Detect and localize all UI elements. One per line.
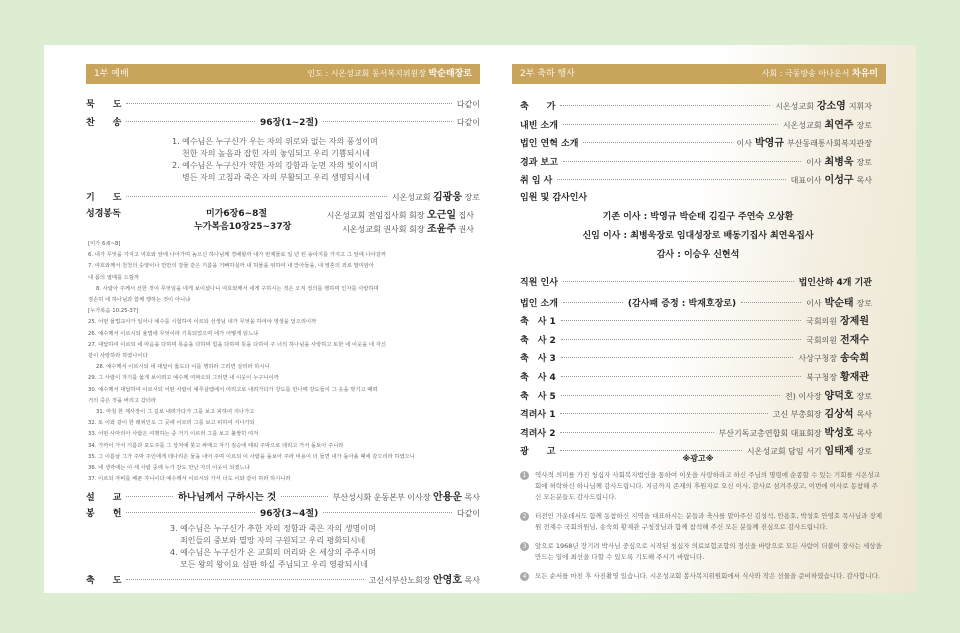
blessing-name: 안영호 (433, 575, 462, 586)
lyric-line: 병든 자의 고침과 죽은 자의 부활되고 우리 생명되시네 (182, 173, 370, 182)
ad-number-badge: 4 (520, 572, 529, 581)
item-label: 내빈 소개 (520, 120, 558, 131)
worship-leader-role: 인도 : 시온성교회 동서복지위원장 (307, 69, 426, 78)
scripture-line: 33. 어떤 사마리아 사람은 여행하는 중 거기 이르러 그를 보고 불쌍히 여겨 (88, 431, 259, 438)
item-role: 이사 (806, 298, 822, 308)
item-label: 봉 헌 (86, 509, 122, 519)
ad-number-badge: 2 (520, 512, 529, 521)
item-label: 축 사 1 (520, 317, 556, 328)
item-label: 축 사 4 (520, 373, 556, 383)
item-suffix: 장로 (856, 391, 872, 401)
reading-ref-2: 누가복음10장25~37장 (194, 222, 292, 232)
item-name: 김상석 (824, 409, 854, 421)
item-value: 법인산하 4개 기관 (798, 278, 872, 288)
item-role: 고신 부총회장 (772, 410, 822, 420)
scripture-line: 26. 예수께서 이르시되 율법에 무엇이라 기록되었으며 네가 어떻게 읽느냐 (88, 330, 259, 337)
scripture-line: 31. 마침 한 제사장이 그 길로 내려가다가 그를 보고 피하여 지나가고 (96, 409, 255, 416)
scripture-line: 35. 그 이튿날 그가 주막 주인에게 데나리온 둘을 내어 주며 이르되 이 사람을 돌보아 주라 비용이 더 들면 내가 돌아올 때에 갚으리라 하였으니 (88, 453, 415, 460)
item-label: 격려사 2 (520, 428, 556, 439)
item-suffix: 목사 (856, 176, 872, 185)
scripture-text (88, 239, 468, 485)
item-label: 찬 송 (86, 118, 122, 128)
item-label: 법인 소개 (520, 298, 558, 309)
program-item (520, 171, 872, 186)
order-hymn (86, 115, 480, 128)
lyric-line: 2. 예수님은 누구신가 약한 자의 강함과 눈먼 자의 빛이시며 (172, 161, 378, 170)
blessing-suffix: 목사 (464, 576, 480, 585)
item-suffix: 장로 (856, 298, 873, 308)
ceremony-header (512, 64, 886, 84)
lyric-line: 천한 자의 높음과 잡힌 자의 놓임되고 우리 기쁨되시네 (182, 149, 370, 158)
officer-line: 기존 이사 : 박영규 박순태 김길구 주연숙 오상환 (602, 212, 794, 222)
prayer-name: 김광웅 (433, 192, 462, 203)
item-value: 다같이 (456, 509, 481, 518)
reader2-name: 조윤주 (427, 224, 456, 235)
hymn-number: 96장(1~2절) (260, 118, 319, 128)
scripture-line: 같이 사랑하라 하였나이다 (88, 353, 148, 360)
item-suffix: 목사 (856, 428, 872, 438)
reader2-role: 시온성교회 권사회 회장 (342, 225, 425, 234)
item-label: 경과 보고 (520, 157, 558, 168)
order-sermon (86, 488, 480, 503)
scripture-line: 37. 이르되 자비를 베푼 자니이다 예수께서 이르시되 가서 너도 이와 같이 하라 하시니라 (88, 476, 291, 483)
reading-ref-1: 미가6장6~8절 (206, 209, 268, 219)
order-blessing (86, 571, 480, 586)
item-name: 박영규 (755, 138, 784, 149)
item-role: 시온성교회 (782, 120, 822, 130)
item-suffix: 장로 (856, 447, 872, 457)
item-label: 성경봉독 (86, 209, 121, 219)
officer-line: 신임 이사 : 최병욱장로 임대성장로 배동기집사 최연옥집사 (582, 231, 814, 241)
order-offering (86, 506, 480, 519)
item-suffix: 장로 (856, 120, 872, 130)
item-label: 설 교 (86, 493, 122, 503)
item-role: 국회의원 (806, 335, 838, 345)
ad-item (520, 470, 882, 503)
item-name: 박순태 (824, 297, 854, 309)
ceremony-title: 2부 축하 행사 (520, 69, 575, 79)
sermon-role: 부산성시화 운동본부 이사장 (332, 493, 431, 502)
scripture-line: [미가 6:6~8] (88, 241, 121, 247)
item-label: 직원 인사 (520, 278, 558, 288)
order-prayer (86, 188, 480, 203)
item-label: 법인 연혁 소개 (520, 139, 579, 149)
item-role: 이사 (806, 157, 822, 167)
lyric-line: 4. 예수님은 누구신가 온 교회의 머리와 온 세상의 주주시며 (170, 548, 376, 557)
program-item (520, 349, 872, 364)
item-role: 북구청장 (806, 373, 838, 382)
item-label: 광 고 (520, 447, 556, 458)
item-suffix: 목사 (856, 410, 872, 420)
reader1-title: 집사 (458, 211, 474, 220)
ads-title: ※광고※ (682, 454, 714, 463)
program-item (520, 134, 872, 149)
left-page (44, 45, 480, 593)
program-item (520, 275, 872, 288)
item-role: 사상구청장 (798, 354, 838, 364)
item-label: 축 사 2 (520, 335, 556, 346)
ad-text: 앞으로 1968년 장기려 박사님 중심으로 시작된 청십자 의료보험조합의 정신을 바탕으로 모든 사람이 더불어 잘사는 세상을 만드는 일에 최선을 다할 수 있도록 기도해 주시기 바랍니다. (535, 542, 882, 561)
ad-item (520, 571, 882, 582)
scripture-line: 8. 사람아 주께서 선한 것이 무엇임을 네게 보이셨나니 여호와께서 네게 구하시는 것은 오직 정의를 행하며 인자를 사랑하며 (96, 285, 379, 292)
program-item (520, 294, 872, 309)
item-role: 대표이사 (790, 176, 822, 185)
ad-text: 모든 순서를 마친 후 사진촬영 있습니다. 시온성교회 봉사복지위원회에서 식사와 작은 선물을 준비하였습니다. 감사합니다. (535, 572, 880, 580)
item-name: 양덕호 (824, 390, 854, 402)
scripture-line: 30. 예수께서 대답하여 이르시되 어떤 사람이 예루살렘에서 여리고로 내려가다가 강도를 만나매 강도들이 그 옷을 벗기고 때려 (88, 386, 378, 393)
scripture-line: 내 몸의 열매를 드릴까 (88, 274, 140, 281)
worship-title: 1부 예배 (94, 69, 129, 79)
item-role: 부산기독교총연합회 대표회장 (718, 428, 822, 438)
item-name: 박성호 (824, 427, 854, 439)
lyric-line: 3. 예수님은 누구신가 추한 자의 정함과 죽은 자의 생명이며 (170, 524, 376, 533)
officer-line: 감사 : 이승우 신현석 (656, 250, 740, 260)
program-item (520, 405, 872, 420)
ad-number-badge: 1 (520, 471, 529, 480)
program-item (520, 387, 872, 402)
item-name: 황재관 (840, 372, 869, 383)
item-suffix: 장로 (856, 157, 872, 167)
ad-item (520, 541, 882, 563)
item-value: 다같이 (456, 118, 481, 127)
reader2-title: 권사 (458, 225, 474, 234)
officers-list (480, 208, 916, 265)
item-value: 다같이 (456, 100, 480, 109)
item-suffix: 지휘자 (848, 102, 872, 111)
ad-text: 터전인 가운데서도 함께 동참하신 지역을 대표하시는 분들과 축사를 맡아주신 김성석, 안용호, 박성호 안영호 목사님과 장제원 전재수 국회의원님, 송숙희 황재관 구청장님과 함께 참석해 주신 모든 분들께 진심으로 감사드립니다. (535, 512, 883, 531)
item-name: 장제원 (840, 316, 869, 328)
item-label: 임원 및 감사인사 (520, 192, 588, 203)
item-label: 축 사 5 (520, 391, 556, 402)
item-name: 전재수 (840, 334, 869, 346)
program-item (520, 312, 872, 327)
scripture-line: 거의 죽은 것을 버리고 갔더라 (88, 397, 157, 404)
item-name: 강소영 (816, 101, 846, 112)
item-name: 송숙희 (840, 353, 869, 365)
ads-list (520, 470, 882, 590)
scripture-line: 27. 대답하여 이르되 네 마음을 다하며 목숨을 다하며 힘을 다하며 뜻을 다하여 주 너의 하나님을 사랑하고 또한 네 이웃을 네 자신 (88, 341, 386, 348)
item-suffix: 부산동래통사회복지관장 (786, 139, 872, 148)
prayer-title: 장로 (464, 193, 480, 202)
lyric-line: 모든 왕의 왕이요 심판 하실 주님되고 우리 영광되시네 (180, 560, 368, 569)
item-name: 최병욱 (824, 156, 854, 168)
program-item (520, 424, 872, 439)
reader1-name: 오근일 (427, 210, 456, 221)
scripture-line: 28. 예수께서 이르시되 네 대답이 옳도다 이를 행하라 그러면 살리라 하시니 (96, 364, 270, 371)
lyric-line: 죄인들의 중보와 멸망 자의 구원되고 우리 평화되시네 (180, 536, 366, 545)
worship-header (86, 64, 480, 84)
item-role: 시온성교회 담임 서기 (746, 447, 822, 457)
host-name: 차유미 (851, 69, 878, 79)
item-label: 묵 도 (86, 100, 122, 110)
item-label: 취 임 사 (520, 176, 553, 186)
item-role: 전) 이사장 (784, 391, 822, 401)
program-item (520, 97, 872, 112)
sermon-title: 하나님께서 구하시는 것 (177, 492, 277, 503)
sermon-name: 안용운 (433, 492, 462, 503)
host-role: 사회 : 극동방송 아나운서 (761, 69, 850, 78)
lyric-line: 1. 예수님은 누구신가 우는 자의 위로와 없는 자의 풍성이며 (172, 137, 378, 146)
program-item (520, 116, 872, 131)
scripture-line: 34. 가까이 가서 기름과 포도주를 그 상처에 붓고 싸매고 자기 짐승에 태워 주막으로 데리고 가서 돌보아 주니라 (88, 442, 344, 449)
ad-text: 역사적 의미를 가진 청십자 사회복지법인을 통하여 이웃을 사랑하라고 하신 주님의 명령에 순종할 수 있는 기회를 시온성교회에 허락하신 하나님께 감사드립니다. 지금까지 존재의 후원자로 오신 이사, 감사로 섬겨주셨고, 이번에 이사로 동참해 주신 모든분들도 감사드립니다. (535, 471, 880, 501)
scripture-line: 7. 여호와께서 천천의 숫양이나 만만의 강물 같은 기름을 기뻐하실까 내 허물을 위하여 내 맏아들을, 내 영혼의 죄로 말미암아 (88, 263, 375, 270)
scripture-line: 25. 어떤 율법교사가 일어나 예수를 시험하여 이르되 선생님 내가 무엇을 하여야 영생을 얻으리이까 (88, 319, 317, 326)
item-role: 국회의원 (806, 317, 838, 327)
item-label: 격려사 1 (520, 410, 556, 421)
item-mid: (감사패 증정 : 박재호장로) (627, 298, 737, 309)
program-item (520, 368, 872, 383)
right-page (480, 45, 916, 593)
scripture-line: 겸손히 네 하나님과 함께 행하는 것이 아니냐 (88, 297, 191, 304)
offering-hymn: 96장(3~4절) (260, 509, 319, 519)
hymn1-lyrics (172, 136, 378, 184)
item-name: 임태제 (824, 446, 854, 458)
item-name: 최연주 (824, 119, 854, 131)
program-item (520, 153, 872, 168)
scripture-line: 29. 그 사람이 자기를 옳게 보이려고 예수께 여짜오되 그러면 내 이웃이 누구니이까 (88, 375, 279, 382)
program-item (520, 331, 872, 346)
item-label: 기 도 (86, 193, 122, 203)
item-role: 시온성교회 (775, 102, 814, 111)
item-name: 이성구 (824, 175, 854, 186)
ad-number-badge: 3 (520, 542, 529, 551)
scripture-line: 6. 내가 무엇을 가지고 여호와 앞에 나아가며 높으신 하나님께 경배할까 내가 번제물로 일 년 된 송아지를 가지고 그 앞에 나아갈까 (88, 252, 387, 259)
prayer-role: 시온성교회 (391, 193, 431, 202)
item-label: 축 사 3 (520, 354, 556, 365)
scripture-line: 36. 네 생각에는 이 세 사람 중에 누가 강도 만난 자의 이웃이 되겠느냐 (88, 465, 250, 472)
sermon-suffix: 목사 (464, 493, 480, 502)
reader1-role: 시온성교회 전임집사회 회장 (326, 211, 425, 220)
scripture-line: 32. 또 이와 같이 한 레위인도 그 곳에 이르러 그를 보고 피하여 지나가되 (88, 420, 255, 427)
program-item (520, 190, 872, 203)
item-label: 축 도 (86, 576, 122, 586)
blessing-role: 고신서부산노회장 (368, 576, 431, 585)
ad-item (520, 511, 882, 533)
hymn2-lyrics (170, 523, 376, 571)
item-label: 축 가 (520, 102, 556, 112)
scripture-line: [누가복음 10:25-37] (88, 308, 139, 315)
order-silent-prayer (86, 97, 480, 110)
item-role: 이사 (736, 139, 752, 148)
worship-leader-name: 박순태장로 (428, 69, 472, 79)
